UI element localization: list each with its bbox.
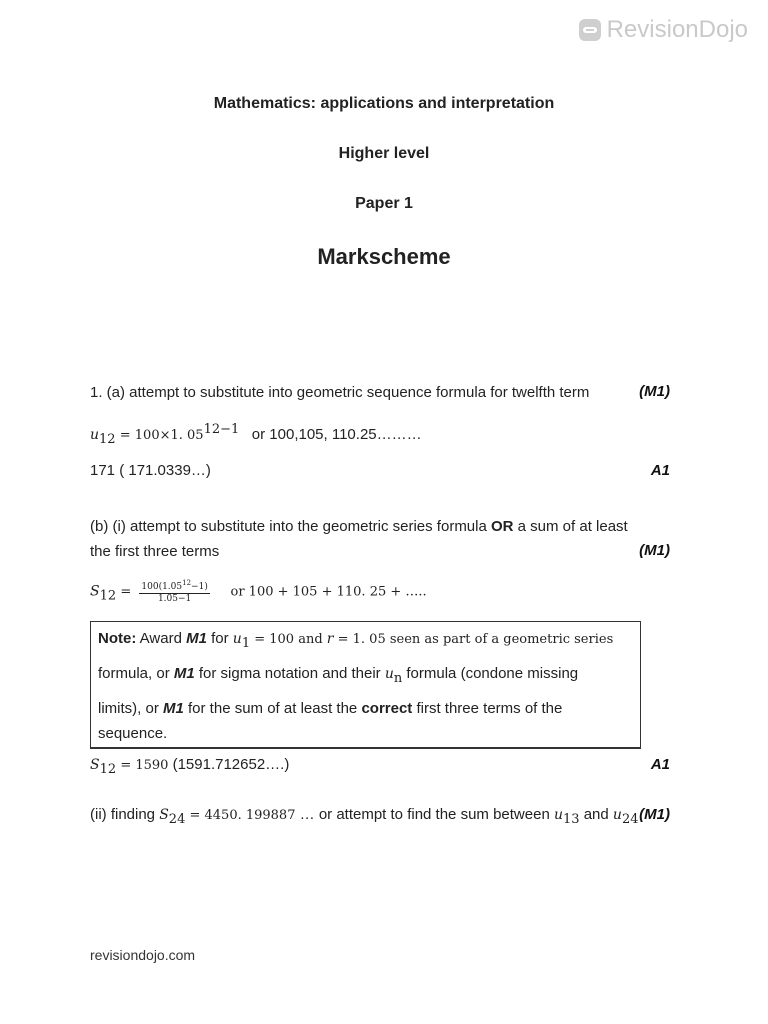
dojo-logo-icon: [579, 19, 601, 41]
u13-subscript: 13: [562, 812, 580, 827]
note-label: Note:: [98, 630, 137, 647]
fraction-denominator: 1.05−1: [157, 594, 192, 604]
q1a-step1-mark: (M1): [639, 383, 670, 400]
u1-subscript: 1: [241, 636, 251, 651]
s12-subscript: 12: [99, 762, 117, 777]
q1b-s12-mark: A1: [650, 756, 670, 773]
note-text: = 100 and: [250, 632, 327, 647]
fraction-exponent: 12: [182, 579, 192, 587]
note-text: formula, or: [98, 665, 174, 682]
q1b-ii-text: and: [579, 806, 613, 823]
note-correct: correct: [361, 700, 413, 717]
q1b-s12-formula: $S_{12}$ = $\frac{100(1.05^{12}-1)}{1.05-1}$ or 100 + 105 + 110. 25 + …..: [90, 579, 427, 604]
q1b-intro-or: OR: [491, 518, 514, 535]
u24-subscript: 24: [621, 812, 639, 827]
q1a-answer: 171 ( 171.0339…): [90, 462, 211, 479]
note-text: for sigma notation and their: [194, 665, 385, 682]
brand-logo: [579, 16, 748, 44]
formula-subscript: 12: [99, 432, 116, 447]
q1b-intro: [90, 518, 670, 535]
u-symbol: u: [232, 631, 242, 647]
q1b-ii: [90, 806, 670, 827]
u-symbol: u: [90, 427, 100, 443]
s12-value: = 1590: [120, 758, 169, 773]
u-symbol: u: [553, 807, 563, 823]
u-symbol: u: [612, 807, 622, 823]
fraction-numerator: 100(1.05: [141, 582, 183, 592]
note-text: first three terms of the: [412, 700, 563, 717]
s24-value: = 4450. 199887: [185, 808, 296, 823]
series-fraction: [139, 578, 209, 605]
s24-subscript: 24: [168, 812, 186, 827]
formula-rhs: = 100×1. 05: [119, 428, 204, 443]
s12-subscript: 12: [99, 588, 117, 604]
un-subscript: n: [393, 671, 403, 686]
q1a-step1: [90, 384, 670, 401]
s-symbol: S: [159, 807, 169, 823]
q1a-answer-mark: A1: [650, 462, 670, 479]
level-heading: Higher level: [338, 145, 430, 162]
note-text: for the sum of at least the: [183, 700, 362, 717]
r-symbol: r: [326, 631, 334, 647]
u-symbol: u: [384, 666, 394, 682]
q1b-intro-text: (b) (i) attempt to substitute into the geometric series formula: [90, 518, 491, 535]
series-alternative: or 100 + 105 + 110. 25 + …..: [230, 584, 427, 600]
formula-alternative: or 100,105, 110.25………: [251, 426, 422, 443]
q1b-intro-mark: (M1): [639, 542, 670, 559]
q1b-s12-result: [90, 756, 670, 777]
footer-site: revisiondojo.com: [90, 947, 196, 963]
formula-exponent: 12−1: [203, 422, 240, 437]
page-title: Markscheme: [317, 244, 451, 269]
note-text: for: [206, 630, 233, 647]
fraction-numerator-end: −1): [191, 582, 208, 592]
note-mark: M1: [173, 665, 195, 682]
q1a-step1-text: 1. (a) attempt to substitute into geometric sequence formula for twelfth term: [90, 384, 590, 401]
paper-heading: Paper 1: [355, 195, 413, 212]
note-mark: M1: [163, 700, 184, 717]
subject-heading: Mathematics: applications and interpretation: [213, 95, 555, 112]
note-text: limits), or: [98, 700, 163, 717]
q1b-ii-text: … or attempt to find the sum between: [295, 806, 554, 823]
note-text: sequence.: [98, 725, 168, 742]
q1b-ii-text: (ii) finding: [90, 806, 160, 823]
s-symbol: S: [90, 757, 100, 773]
s-symbol: S: [90, 583, 100, 600]
note-mark: M1: [186, 630, 207, 647]
q1a-formula: [90, 422, 670, 447]
q1b-intro-line2: the first three terms: [90, 543, 220, 560]
note-text: = 1. 05 seen as part of a geometric series: [333, 632, 614, 647]
examiner-note: [90, 621, 641, 749]
note-text: formula (condone missing: [402, 665, 579, 682]
brand-name: RevisionDojo: [606, 16, 748, 43]
q1b-intro-text-2: a sum of at least: [513, 518, 628, 535]
note-text: Award: [136, 630, 187, 647]
s12-value-text: (1591.712652….): [168, 756, 290, 773]
q1b-ii-mark: (M1): [639, 806, 670, 823]
